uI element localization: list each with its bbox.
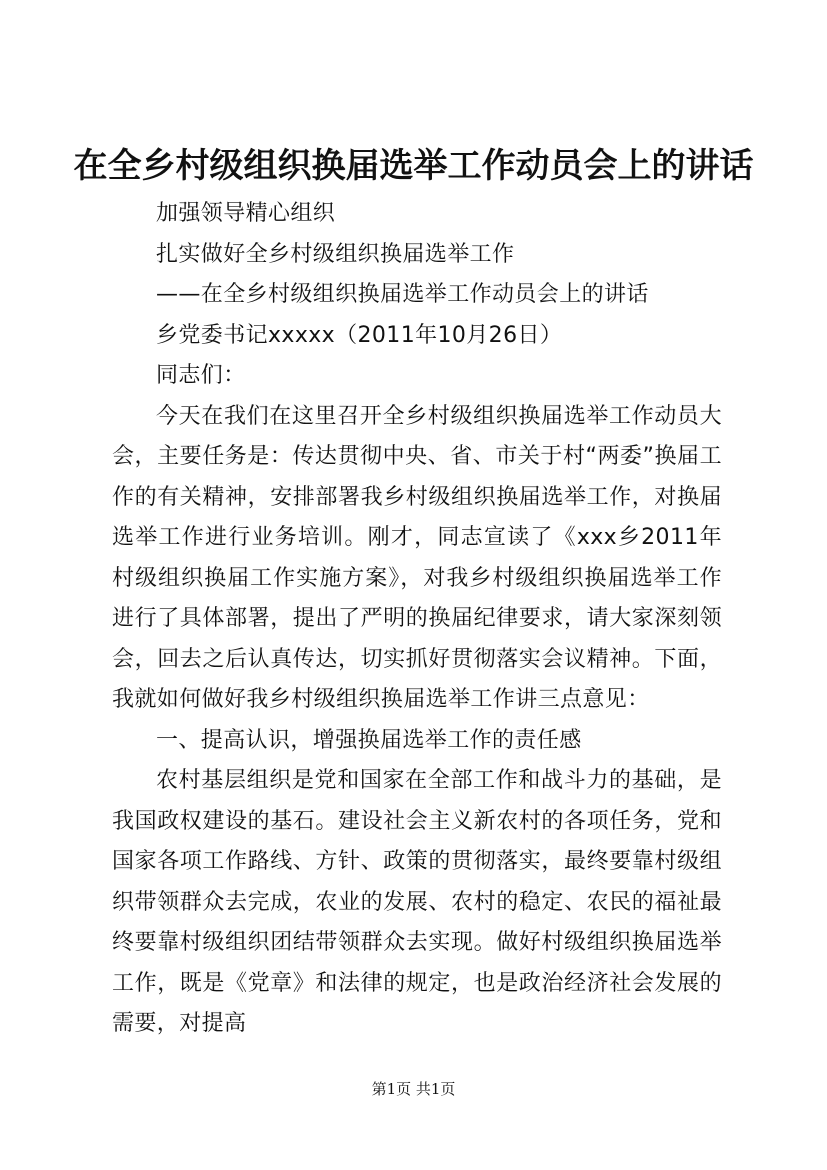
- author-line: 乡党委书记xxxxx（2011年10月26日）: [156, 322, 563, 348]
- subtitle-line: ——在全乡村级组织换届选举工作动员会上的讲话: [156, 282, 649, 307]
- section-heading: 一、提高认识，增强换届选举工作的责任感: [156, 727, 582, 753]
- document-body: [112, 194, 722, 1045]
- body-paragraph: 农村基层组织是党和国家在全部工作和战斗力的基础，是我国政权建设的基石。建设社会主义新农村的各项任务，党和国家各项工作路线、方针、政策的贯彻落实，最终要靠村级组织带领群众去完成，农业的发展、农村的稳定、农民的福祉最终要靠村级组织团结带领群众去实现。做好村级组织换届选举工作，既是《党章》和法律的规定，也是政治经济社会发展的需要，对提高: [112, 768, 722, 1036]
- subtitle-line: 扎实做好全乡村级组织换届选举工作: [156, 241, 515, 267]
- subtitle-line: 加强领导精心组织: [156, 201, 336, 226]
- salutation-line: 同志们：: [156, 363, 246, 388]
- body-paragraph: 今天在我们在这里召开全乡村级组织换届选举工作动员大会，主要任务是：传达贯彻中央、省、市关于村“两委”换届工作的有关精神，安排部署我乡村级组织换届选举工作，对换届选举工作进行业务培训。刚才，同志宣读了《xxx乡2011年村级组织换届工作实施方案》，对我乡村级组织换届选举工作进行了具体部署，提出了严明的换届纪律要求，请大家深刻领会，回去之后认真传达，切实抓好贯彻落实会议精神。下面，我就如何做好我乡村级组织换届选举工作讲三点意见：: [112, 403, 722, 712]
- document-title: 在全乡村级组织换届选举工作动员会上的讲话: [73, 146, 754, 186]
- page-footer: 第1页 共1页: [371, 1080, 456, 1098]
